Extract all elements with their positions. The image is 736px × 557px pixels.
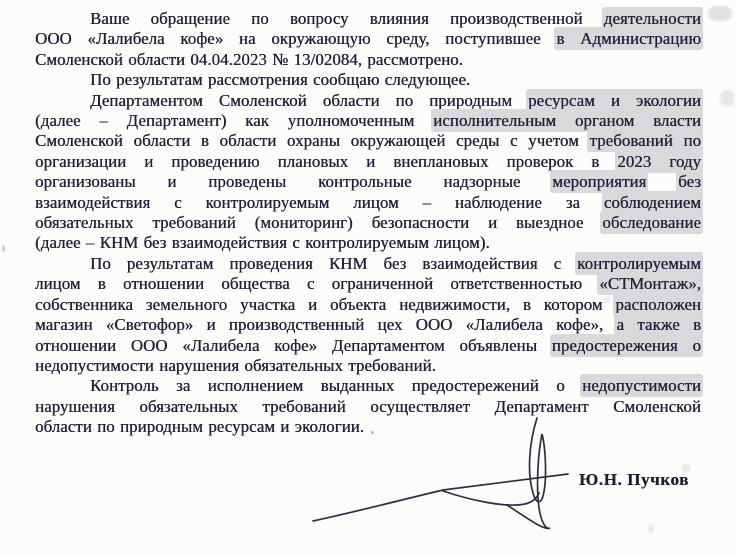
text-segment: Ваше обращение по вопросу влияния производственной <box>90 9 604 28</box>
text-line-4 <box>35 70 701 90</box>
scan-smudge <box>708 6 732 21</box>
text-segment: По результатам рассмотрения сообщаю следующее. <box>90 70 471 90</box>
highlight-artifact: в Администрацию <box>556 29 701 49</box>
highlight-artifact: без <box>678 172 702 192</box>
highlight-artifact: соблюдением <box>603 192 701 212</box>
text-segment: лицом в отношении общества с ограниченной ответственностью <box>35 274 600 294</box>
text-segment: обязательных требований (мониторинг) безопасности и выездное <box>35 213 603 233</box>
text-line-10 <box>35 193 701 213</box>
text-segment: организованы и проведены контрольные надзорные <box>35 172 553 192</box>
text-segment: взаимодействия с контролируемым лицом – наблюдение за <box>35 192 604 212</box>
text-segment: Смоленской области в области охраны окружающей среды с учетом <box>35 131 590 151</box>
text-line-21 <box>35 417 701 437</box>
text-line-18 <box>35 356 701 376</box>
highlight-artifact: исполнительным органом власти <box>433 111 701 131</box>
highlight-artifact: а также в <box>616 315 702 335</box>
text-line-2 <box>35 29 701 49</box>
text-line-5 <box>35 91 701 111</box>
highlight-artifact: предостережения о <box>551 335 701 355</box>
text-line-9 <box>35 172 701 192</box>
scan-smudge <box>604 296 611 302</box>
text-line-14 <box>35 274 701 294</box>
highlight-artifact: контролируемым <box>577 253 701 273</box>
highlight-artifact: обследование <box>602 213 701 233</box>
text-segment: Департаментом Смоленской области по природным <box>90 90 529 110</box>
text-line-3 <box>35 50 701 70</box>
text-line-15 <box>35 295 701 315</box>
text-segment: магазин «Светофор» и производственный цех ООО «Лалибела кофе», <box>35 315 617 335</box>
text-segment: (далее – Департамент) как уполномоченным <box>35 111 434 131</box>
text-line-13 <box>35 254 701 274</box>
text-segment <box>646 172 678 191</box>
text-line-12 <box>35 233 701 253</box>
text-line-16 <box>35 315 701 335</box>
highlight-artifact: ресурсам и экологии <box>528 90 702 110</box>
signatory-name: Ю.Н. Пучков <box>579 470 689 489</box>
text-line-7 <box>35 131 701 151</box>
text-line-17 <box>35 336 701 356</box>
text-line-6 <box>35 111 701 131</box>
text-segment: области по природным ресурсам и экологии. <box>35 417 365 437</box>
text-segment: отношении ООО «Лалибела кофе» Департаментом объявлены <box>35 335 552 355</box>
scan-smudge <box>648 524 654 533</box>
text-segment: недопустимости нарушения обязательных требований. <box>35 355 436 375</box>
text-line-1 <box>35 9 701 29</box>
scan-smudge <box>682 464 690 472</box>
text-segment: Смоленской области 04.04.2023 № 13/02084, рассмотрено. <box>35 49 463 69</box>
text-segment: По результатам проведения КНМ без взаимодействия с <box>90 253 578 273</box>
text-line-8 <box>35 152 701 172</box>
highlight-artifact: деятельности <box>603 9 701 28</box>
scan-speck <box>2 245 5 252</box>
text-line-19 <box>35 376 701 396</box>
highlight-artifact: мероприятия <box>552 172 647 192</box>
text-segment: (далее – КНМ без взаимодействия с контролируемым лицом). <box>35 233 490 253</box>
text-segment: нарушения обязательных требований осуществляет Департамент Смоленской <box>35 396 701 416</box>
text-segment: ООО «Лалибела кофе» на окружающую среду, поступившее <box>35 29 557 49</box>
text-line-11 <box>35 213 701 233</box>
scan-speck <box>371 431 374 434</box>
text-segment: Контроль за исполнением выданных предостережений о <box>90 376 583 396</box>
highlight-artifact: расположен <box>615 294 701 314</box>
highlight-artifact: 2023 году <box>617 151 701 171</box>
highlight-artifact: «СТМонтаж», <box>599 274 701 294</box>
scan-smudge <box>720 90 734 106</box>
highlight-artifact: недопустимости <box>582 376 701 396</box>
text-line-20 <box>35 397 701 417</box>
text-segment: собственника земельного участка и объекта недвижимости, в котором <box>35 294 616 314</box>
highlight-artifact: требований по <box>589 131 702 151</box>
text-segment: организации и проведению плановых и внеплановых проверок в <box>35 151 618 171</box>
